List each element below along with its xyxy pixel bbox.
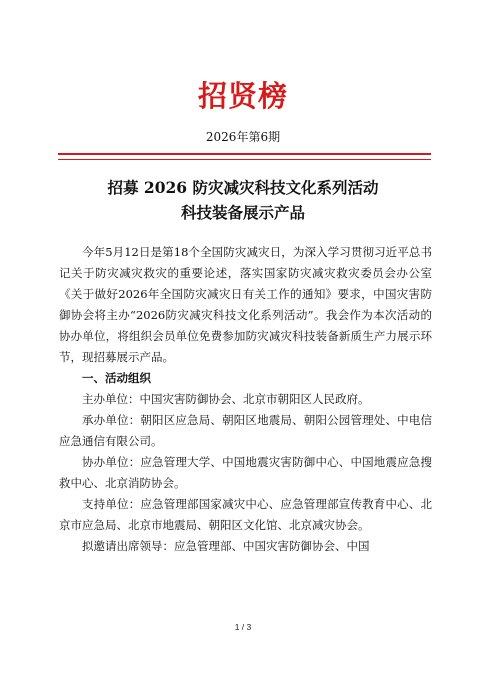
document-title-line-2: 科技装备展示产品 [180, 203, 305, 222]
host-paragraph: 主办单位：中国灾害防御协会、北京市朝阳区人民政府。 [82, 392, 370, 406]
undertaker-paragraph: 承办单位：朝阳区应急局、朝阳区地震局、朝阳公园管理处、中电信应急通信有限公司。 [59, 413, 432, 448]
document-title-line-1: 招募 2026 防灾减灾科技文化系列活动 [107, 178, 379, 197]
masthead-divider-thin [58, 159, 431, 160]
supporter-paragraph: 支持单位：应急管理部国家减灾中心、应急管理部宣传教育中心、北京市应急局、北京市地震局、朝阳区文化馆、北京减灾协会。 [59, 497, 432, 532]
section-heading: 一、活动组织 [82, 371, 151, 385]
page-number: 1 / 3 [234, 622, 252, 632]
intro-paragraph: 今年5月12日是第18个全国防灾减灾日，为深入学习贯彻习近平总书记关于防灾减灾救灾的重要论述，落实国家防灾减灾救灾委员会办公室《关于做好2026年全国防灾减灾日有关工作的通知》要求，中国灾害防御协会将主办“2026防灾减灾科技文化系列活动”。我会作为本次活动的协办单位，将组织会员单位免费参加防灾减灾科技装备新质生产力展示环节，现招募展示产品。 [59, 245, 432, 364]
masthead-divider-thick [58, 153, 431, 155]
issue-number: 2026年第6期 [205, 130, 281, 144]
masthead-title: 招贤榜 [197, 79, 288, 113]
document-body [59, 242, 432, 557]
leaders-paragraph: 拟邀请出席领导：应急管理部、中国灾害防御协会、中国 [82, 539, 370, 553]
co-organizer-paragraph: 协办单位：应急管理大学、中国地震灾害防御中心、中国地震应急搜救中心、北京消防协会。 [59, 455, 432, 490]
